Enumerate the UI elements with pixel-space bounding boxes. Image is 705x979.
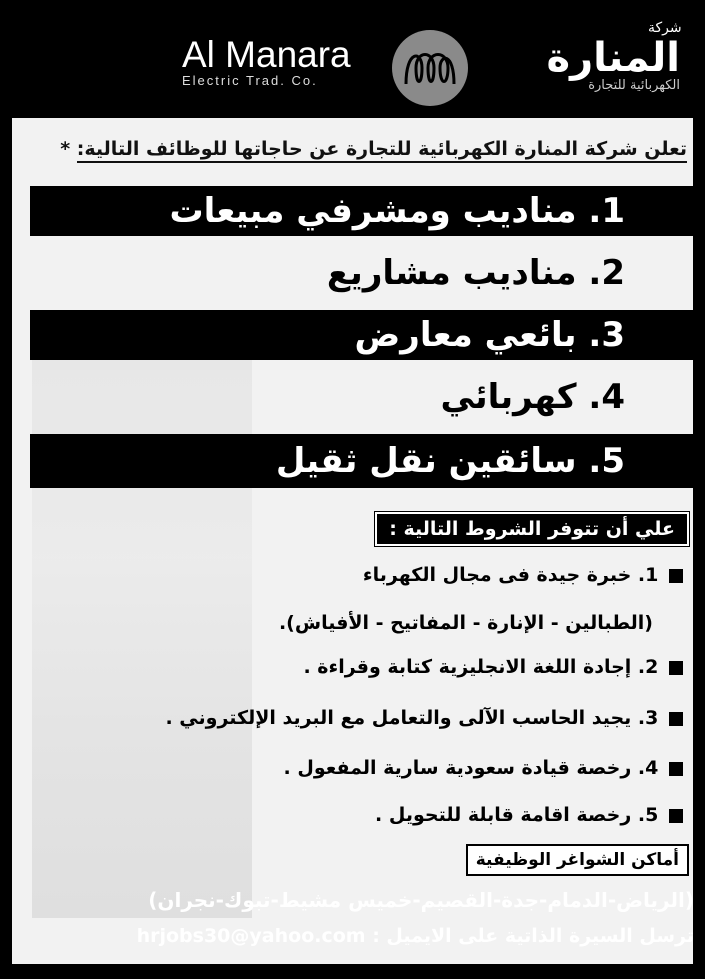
square-bullet-icon (669, 569, 683, 583)
coil-m-icon (392, 30, 468, 106)
condition-number: 4. (637, 757, 659, 779)
logo-ar-small: شركة (648, 20, 682, 36)
job-title: مناديب مشاريع (326, 253, 577, 293)
email-line: ترسل السيرة الذاتية على الايميل : hrjobs30@yahoo.com (136, 925, 694, 947)
condition-number: 3. (637, 707, 659, 729)
square-bullet-icon (669, 661, 683, 675)
job-number: 1. (588, 191, 625, 231)
condition-number: 5. (637, 804, 659, 826)
logo-en-subtitle: Electric Trad. Co. (182, 73, 318, 88)
condition-item (43, 800, 683, 830)
vacancy-locations: (الرياض-الدمام-جدة-القصيم-خميس مشيط-تبوك-نجران) (148, 888, 694, 912)
job-number: 5. (588, 441, 625, 481)
condition-item (43, 703, 683, 733)
condition-number: 2. (637, 656, 659, 678)
intro-marker: * (60, 138, 71, 160)
intro-text (27, 138, 687, 160)
condition-item (43, 560, 683, 590)
job-item (30, 434, 705, 488)
job-item (30, 310, 705, 360)
condition-text: رخصة قيادة سعودية سارية المفعول . (283, 757, 632, 779)
square-bullet-icon (669, 712, 683, 726)
job-number: 3. (588, 315, 625, 355)
job-title: سائقين نقل ثقيل (275, 441, 577, 481)
square-bullet-icon (669, 762, 683, 776)
vacancy-locations-title: أماكن الشواغر الوظيفية (466, 844, 689, 876)
job-item (30, 186, 705, 236)
condition-text: يجيد الحاسب الآلى والتعامل مع البريد الإلكتروني . (165, 707, 632, 729)
logo-english (182, 36, 392, 89)
job-item (30, 248, 705, 298)
job-title: كهربائي (440, 377, 577, 417)
condition-item (43, 652, 683, 682)
job-title: بائعي معارض (354, 315, 577, 355)
job-number: 4. (588, 377, 625, 417)
condition-text: خبرة جيدة فى مجال الكهرباء (362, 564, 632, 586)
condition-item (43, 753, 683, 783)
job-title: مناديب ومشرفي مبيعات (169, 191, 577, 231)
job-item (30, 372, 705, 422)
condition-text: (الطبالين - الإنارة - المفاتيح - الأفياش). (278, 612, 653, 634)
logo-en-name: Al Manara (182, 34, 351, 75)
condition-text: رخصة اقامة قابلة للتحويل . (375, 804, 632, 826)
logo-ar-name: المنارة (546, 35, 680, 81)
condition-text: إجادة اللغة الانجليزية كتابة وقراءة . (303, 656, 632, 678)
intro-sentence: تعلن شركة المنارة الكهربائية للتجارة عن حاجاتها للوظائف التالية: (77, 138, 687, 163)
condition-item (13, 608, 653, 638)
header (0, 0, 705, 118)
square-bullet-icon (669, 809, 683, 823)
conditions-title: علي أن تتوفر الشروط التالية : (375, 512, 689, 546)
condition-number: 1. (637, 564, 659, 586)
logo-arabic (470, 20, 680, 93)
job-number: 2. (588, 253, 625, 293)
logo-ar-subtitle: الكهربائية للتجارة (588, 78, 680, 93)
